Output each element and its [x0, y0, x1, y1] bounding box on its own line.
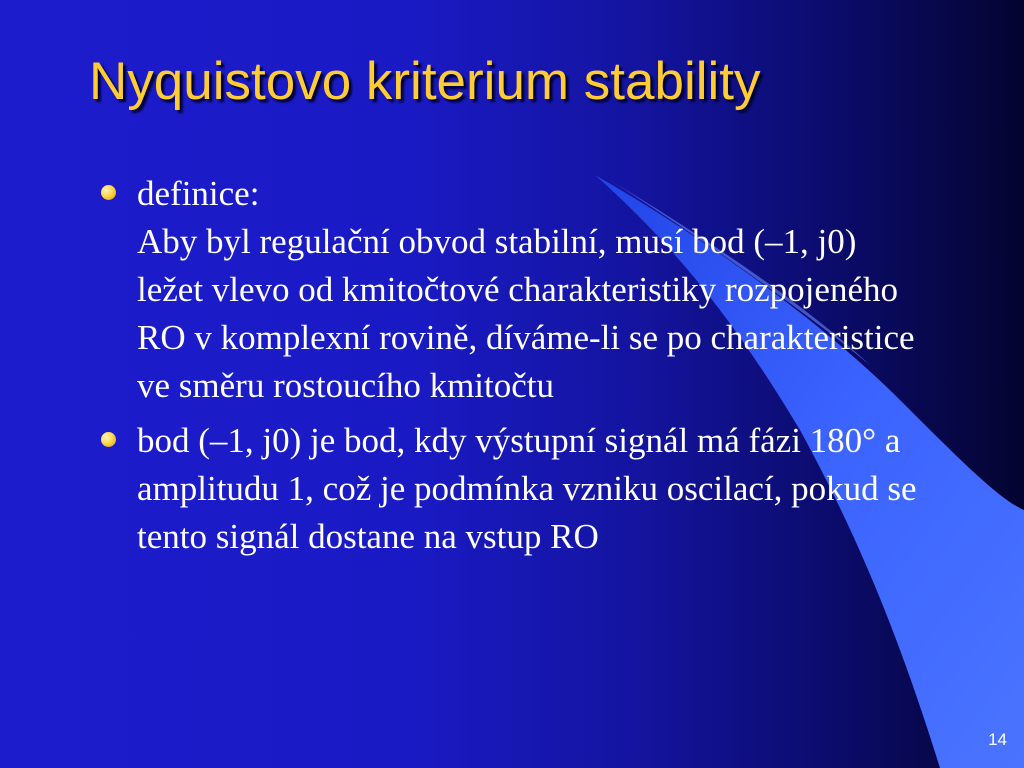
- bullet-list: [100, 170, 930, 561]
- bullet-icon: [101, 432, 116, 447]
- bullet-item-point: [100, 417, 930, 561]
- slide-title: Nyquistovo kriterium stability: [89, 52, 761, 111]
- bullet-text: bod (–1, j0) je bod, kdy výstupní signál má fázi 180° a amplitudu 1, což je podmínka vzniku oscilací, pokud se tento signál dostane na vstup RO: [137, 421, 917, 556]
- bullet-icon: [101, 185, 116, 200]
- bullet-text: definice: Aby byl regulační obvod stabilní, musí bod (–1, j0) ležet vlevo od kmitočtové charakteristiky rozpojeného RO v komplexní rovině, díváme-li se po charakteristice ve směru rostoucího kmitočtu: [137, 174, 915, 405]
- page-number: 14: [988, 730, 1007, 749]
- bullet-item-definition: [100, 170, 930, 410]
